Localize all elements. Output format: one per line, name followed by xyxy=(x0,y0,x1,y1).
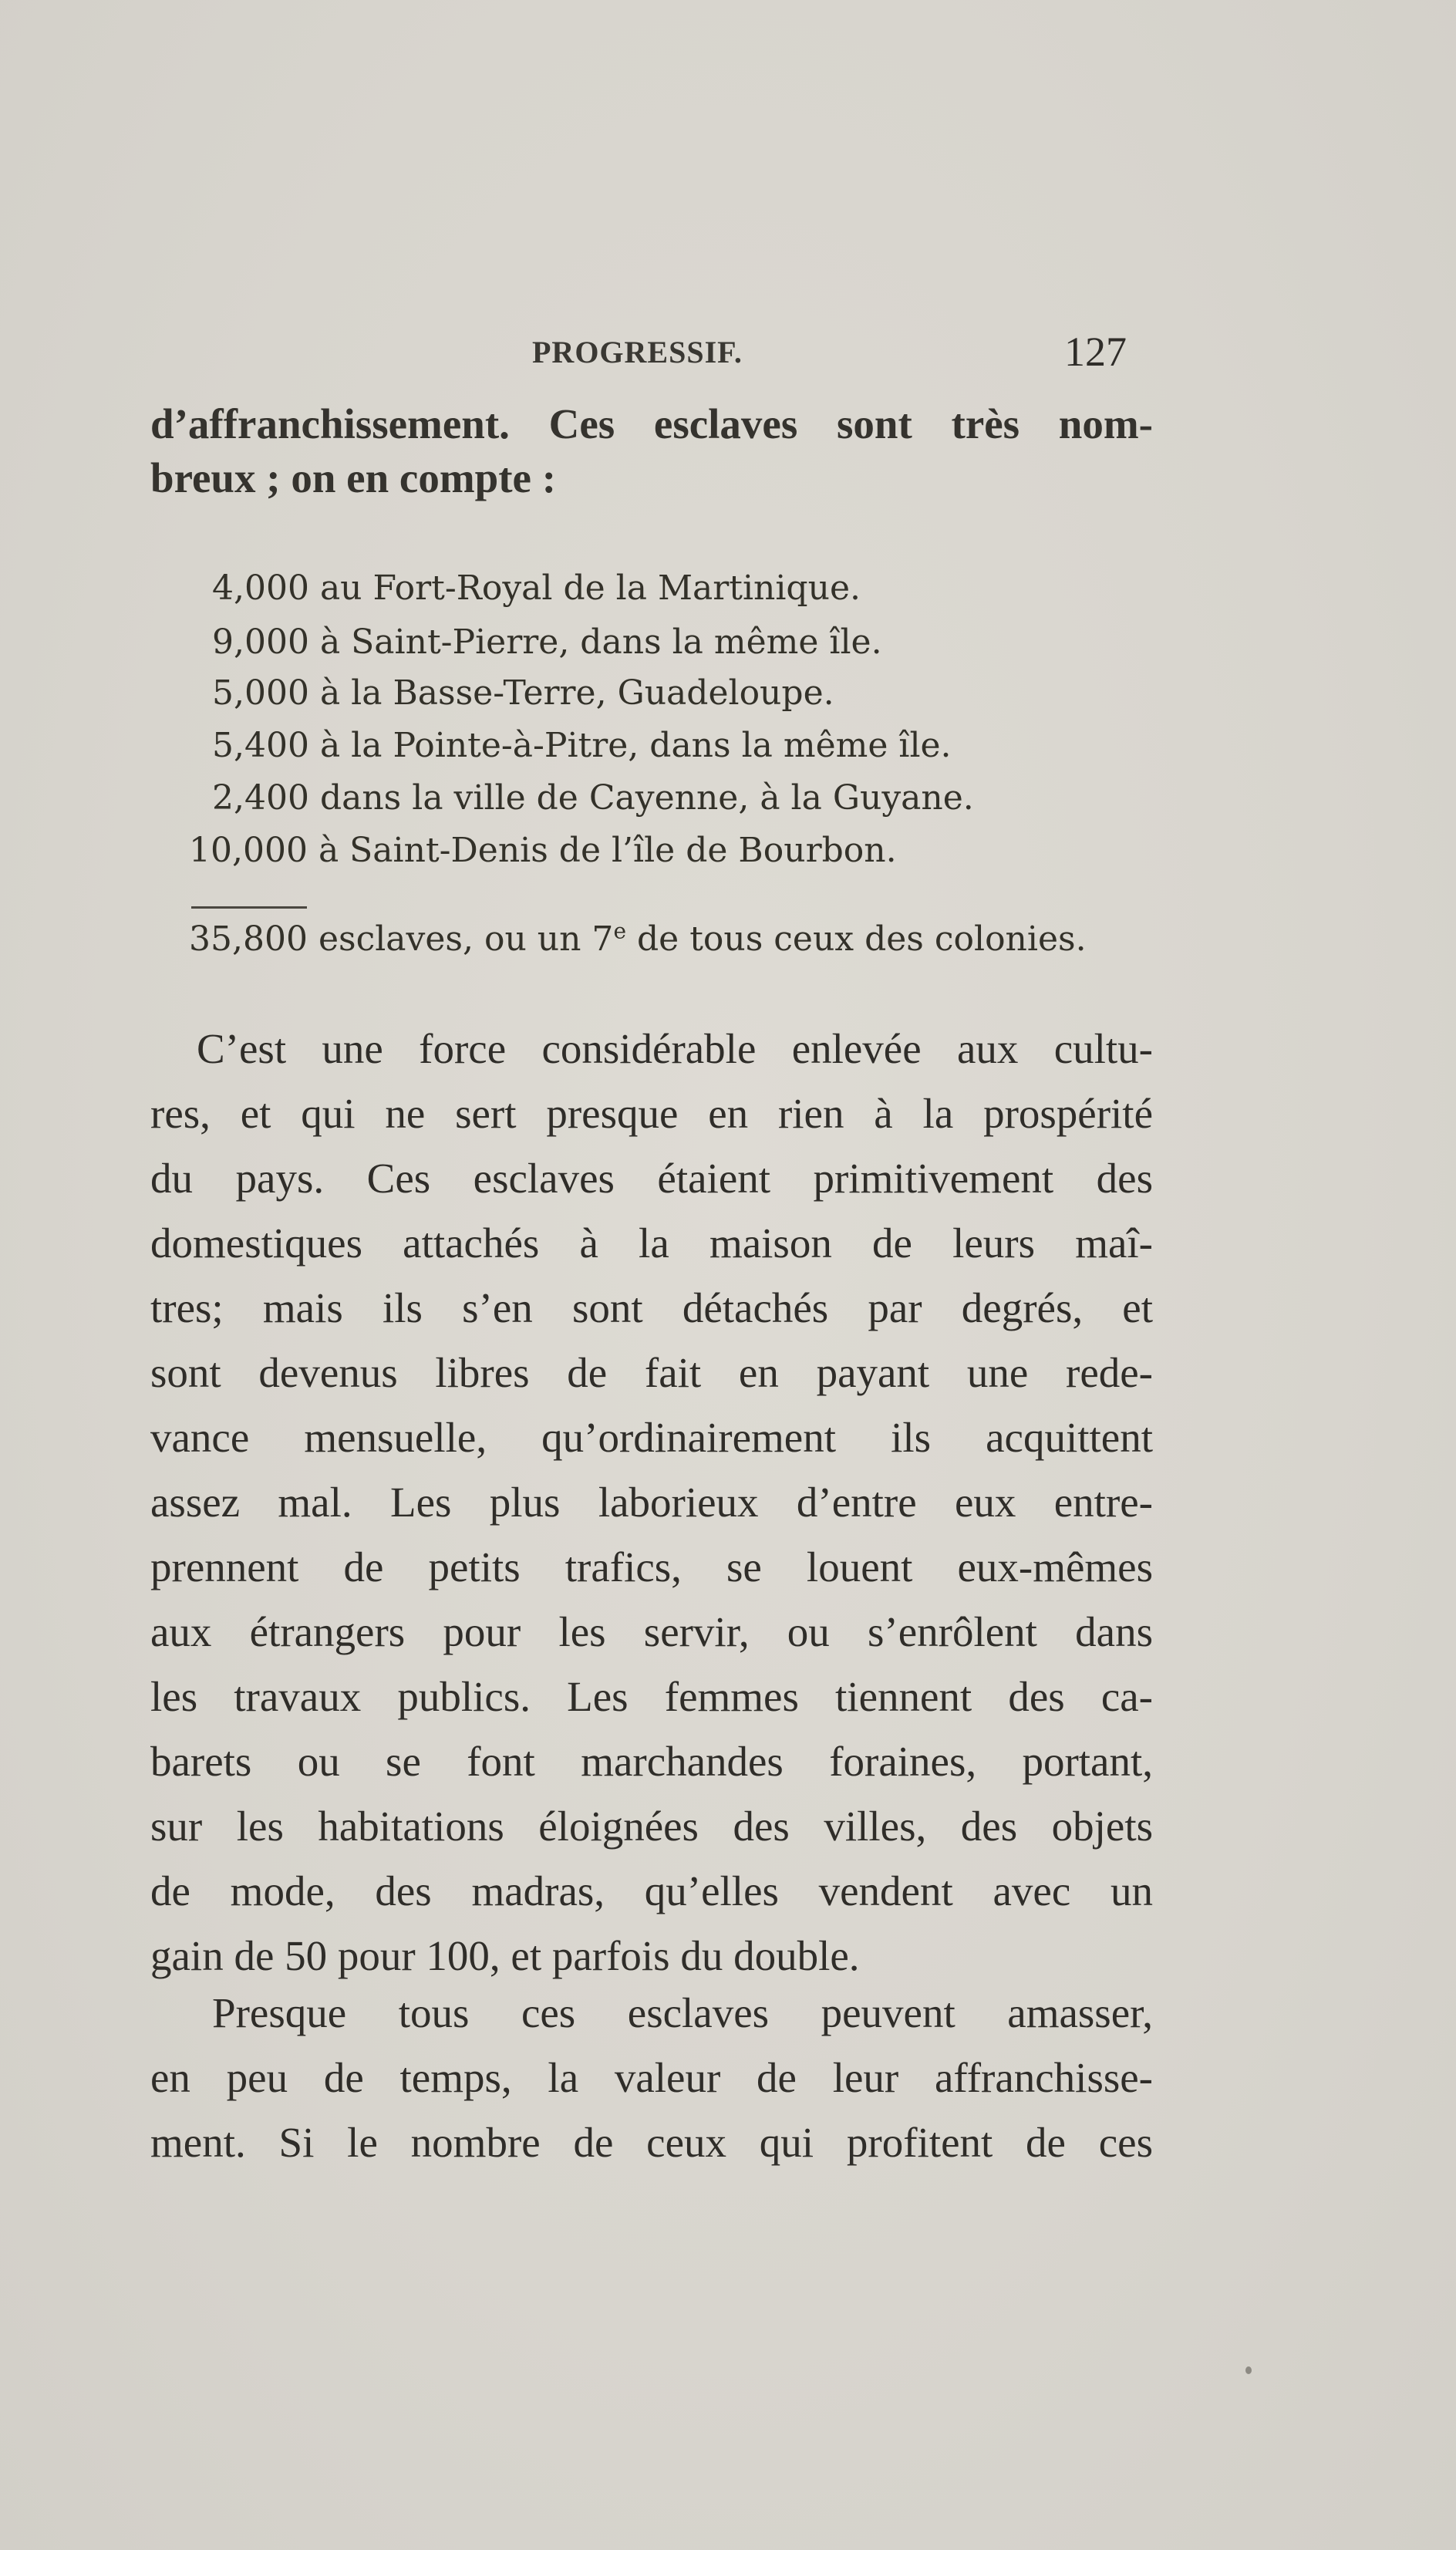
text-line: de mode, des madras, qu’elles vendent avec un xyxy=(150,1867,1153,1914)
text-line: tres; mais ils s’en sont détachés par degrés, et xyxy=(150,1284,1153,1331)
list-item: 10,000 à Saint-Denis de l’île de Bourbon. xyxy=(189,831,897,870)
list-item: 5,400 à la Pointe-à-Pitre, dans la même île. xyxy=(212,726,952,765)
text-line: Presque tous ces esclaves peuvent amasser, xyxy=(212,1989,1153,2036)
total-text-end: de tous ceux des colonies. xyxy=(626,919,1087,959)
text-line: du pays. Ces esclaves étaient primitivement des xyxy=(150,1155,1153,1202)
text-line: sur les habitations éloignées des villes, des objets xyxy=(150,1803,1153,1850)
paper-speck xyxy=(1245,2366,1252,2374)
text-line: barets ou se font marchandes foraines, portant, xyxy=(150,1738,1153,1785)
list-item: 2,400 dans la ville de Cayenne, à la Guyane. xyxy=(212,778,974,818)
text-line: domestiques attachés à la maison de leurs maî- xyxy=(150,1219,1153,1267)
superscript: e xyxy=(613,918,627,944)
list-item: 9,000 à Saint-Pierre, dans la même île. xyxy=(212,622,882,662)
text-line: les travaux publics. Les femmes tiennent des ca- xyxy=(150,1673,1153,1720)
total-text: 35,800 esclaves, ou un 7 xyxy=(189,919,614,959)
sum-rule xyxy=(191,906,307,909)
text-line: d’affranchissement. Ces esclaves sont très nom- xyxy=(150,400,1153,447)
text-line: res, et qui ne sert presque en rien à la prospérité xyxy=(150,1090,1153,1137)
text-line: breux ; on en compte : xyxy=(150,454,557,501)
text-line: C’est une force considérable enlevée aux cultu- xyxy=(197,1025,1153,1072)
text-line: ment. Si le nombre de ceux qui profitent de ces xyxy=(150,2119,1153,2166)
text-line: vance mensuelle, qu’ordinairement ils acquittent xyxy=(150,1414,1153,1461)
page-number: 127 xyxy=(1064,329,1127,375)
text-line: gain de 50 pour 100, et parfois du double. xyxy=(150,1932,860,1979)
page-header xyxy=(532,328,1149,382)
total-line xyxy=(189,914,1087,965)
text-line: prennent de petits trafics, se louent eux-mêmes xyxy=(150,1543,1153,1590)
running-title: PROGRESSIF. xyxy=(532,335,743,369)
text-line: en peu de temps, la valeur de leur affranchisse- xyxy=(150,2054,1153,2101)
text-line: aux étrangers pour les servir, ou s’enrôlent dans xyxy=(150,1608,1153,1655)
text-line: assez mal. Les plus laborieux d’entre eux entre- xyxy=(150,1479,1153,1526)
list-item: 5,000 à la Basse-Terre, Guadeloupe. xyxy=(212,673,834,713)
text-line: sont devenus libres de fait en payant une rede- xyxy=(150,1349,1153,1396)
list-item: 4,000 au Fort-Royal de la Martinique. xyxy=(212,568,861,608)
